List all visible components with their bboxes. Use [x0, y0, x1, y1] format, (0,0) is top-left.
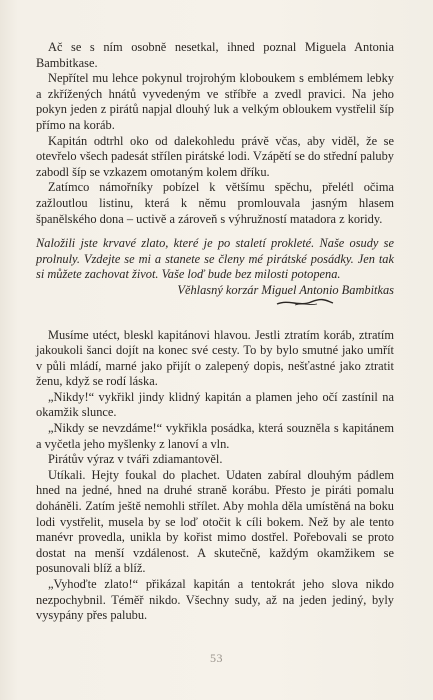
page-number: 53 — [210, 651, 223, 665]
paragraph: „Nikdy!“ vykřikl jindy klidný kapitán a plamen jeho očí zastínil na okamžik slunce. — [36, 389, 394, 420]
flourish-icon — [275, 298, 335, 308]
signature-flourish — [36, 300, 394, 310]
message-signature: Věhlasný korzár Miguel Antonio Bambitkas — [177, 282, 394, 297]
paragraph: „Vyhoďte zlato!“ přikázal kapitán a tentokrát jeho slova nikdo nezpochybnil. Téměř nikdo. Všechny sudy, až na jeden jediný, byly vysypány přes palubu. — [36, 577, 394, 623]
paragraph: Nepřítel mu lehce pokynul trojrohým kloboukem s emblémem lebky a zkřížených hnátů vyvedeným ve stříbře a zvedl pravici. Na jeho pokyn jeden z pirátů napjal dlouhý luk a velkým obloukem vystřelil šíp přímo na koráb. — [36, 71, 394, 132]
paragraph: Musíme utéct, bleskl kapitánovi hlavou. Jestli ztratím koráb, ztratím jakoukoli šanci dojít na konec své cesty. To by bylo smutné jako umřít v půli mládí, marné jako přijít o zalepený dopis, nešťastné jako ztratit ženu, když se rodí láska. — [36, 327, 394, 389]
paragraph: Zatímco námořníky pobízel k většímu spěchu, přelétl očima zažloutlou listinu, která k němu promlouvala jasným hlasem španělského dona – uctivě a zároveň s výhružností matadora z koridy. — [36, 180, 394, 226]
paragraph: Ač se s ním osobně nesetkal, ihned poznal Miguela Antonia Bambitkase. — [36, 40, 394, 70]
paragraph: „Nikdy se nevzdáme!“ vykřikla posádka, která souzněla s kapitánem a vyčetla jeho myšlenky z lanoví a vln. — [36, 421, 394, 451]
paragraph: Pirátův výraz v tváři zdiamantověl. — [48, 452, 223, 467]
paragraph: Kapitán odtrhl oko od dalekohledu právě včas, aby viděl, že se otevřelo všech padesát střílen pirátské lodi. Vzápětí se do střední paluby zabodl šíp se vzkazem omotaným kolem dříku. — [36, 133, 394, 179]
paragraph: Utíkali. Hejty foukal do plachet. Udaten zabíral dlouhým pádlem hned na jedné, hned na druhé straně korábu. Přesto je piráti pomalu doháněli. Zatím ještě nemohli střílet. Aby mohla děla umístěná na boku lodi vystřelit, musela by se loď otočit k cíli bokem. Než by ale tento manévr provedla, unikla by kořist mimo dostřel. Pořebovali se proto dostat na menší vzdálenost. A skutečně, každým okamžikem se posunovali blíž a blíž. — [36, 467, 394, 576]
message-text: Naložili jste krvavé zlato, které je po staletí prokleté. Naše osudy se prolnuly. Vzdejte se mi a stanete se členy mé pirátské posádky. Jen tak si můžete zachovat život. Vaše loď bude bez milosti potopena. — [36, 236, 394, 282]
page-text — [36, 40, 394, 624]
pirate-message — [36, 236, 394, 298]
